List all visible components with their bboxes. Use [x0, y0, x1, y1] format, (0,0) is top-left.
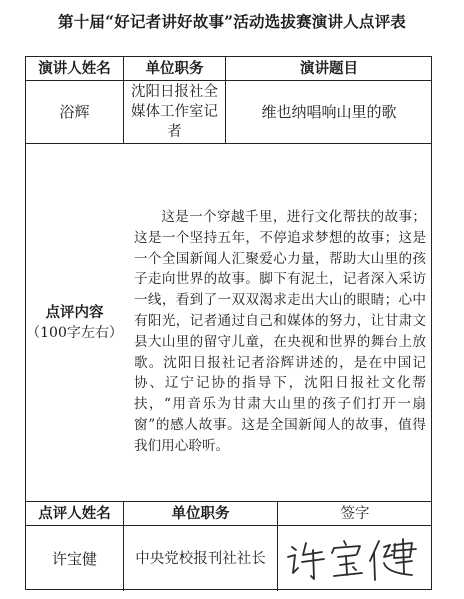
handwritten-signature	[284, 533, 426, 585]
comment-content	[124, 207, 432, 457]
speech-topic: 维也纳唱响山里的歌	[261, 103, 397, 121]
reviewer-name: 许宝健	[51, 549, 97, 568]
evaluation-table	[25, 56, 432, 590]
signature-image	[284, 533, 426, 585]
comment-label-cell	[26, 144, 123, 501]
comment-word-limit: （100字左右）	[26, 324, 123, 341]
page-title: 第十届“好记者讲好故事”活动选拔赛演讲人点评表	[58, 12, 406, 31]
comment-label: 点评内容	[45, 303, 104, 321]
unit-position-header: 单位职务	[145, 59, 204, 77]
speaker-unit: 沈阳日报社全媒体工作室记者	[131, 84, 218, 140]
reviewer-unit-header: 单位职务	[171, 504, 230, 522]
speech-topic-header: 演讲题目	[300, 59, 358, 77]
signature-header: 签字	[340, 505, 370, 522]
reviewer-unit: 中央党校报刊社社长	[135, 550, 266, 567]
speaker-name: 浴辉	[59, 103, 90, 121]
comment-text: 这是一个穿越千里，进行文化帮扶的故事；这是一个坚持五年，不停追求梦想的故事；这是一个全国新闻人汇聚爱心力量，帮助大山里的孩子走向世界的故事。脚下有泥土，记者深入采访一线，看到了一双双渴求走出大山的眼睛；心中有阳光，记者通过自己和媒体的努力，让甘肃文县大山里的留守儿童，在央视和世界的舞台上放歌。沈阳日报社记者浴辉讲述的，是在中国记协、辽宁记协的指导下，沈阳日报社文化帮扶，“用音乐为甘肃大山里的孩子们打开一扇窗”的感人故事。这是全国新闻人的故事，值得我们用心聆听。	[134, 209, 426, 454]
reviewer-name-header: 点评人姓名	[38, 504, 111, 522]
speaker-name-header: 演讲人姓名	[38, 59, 111, 77]
